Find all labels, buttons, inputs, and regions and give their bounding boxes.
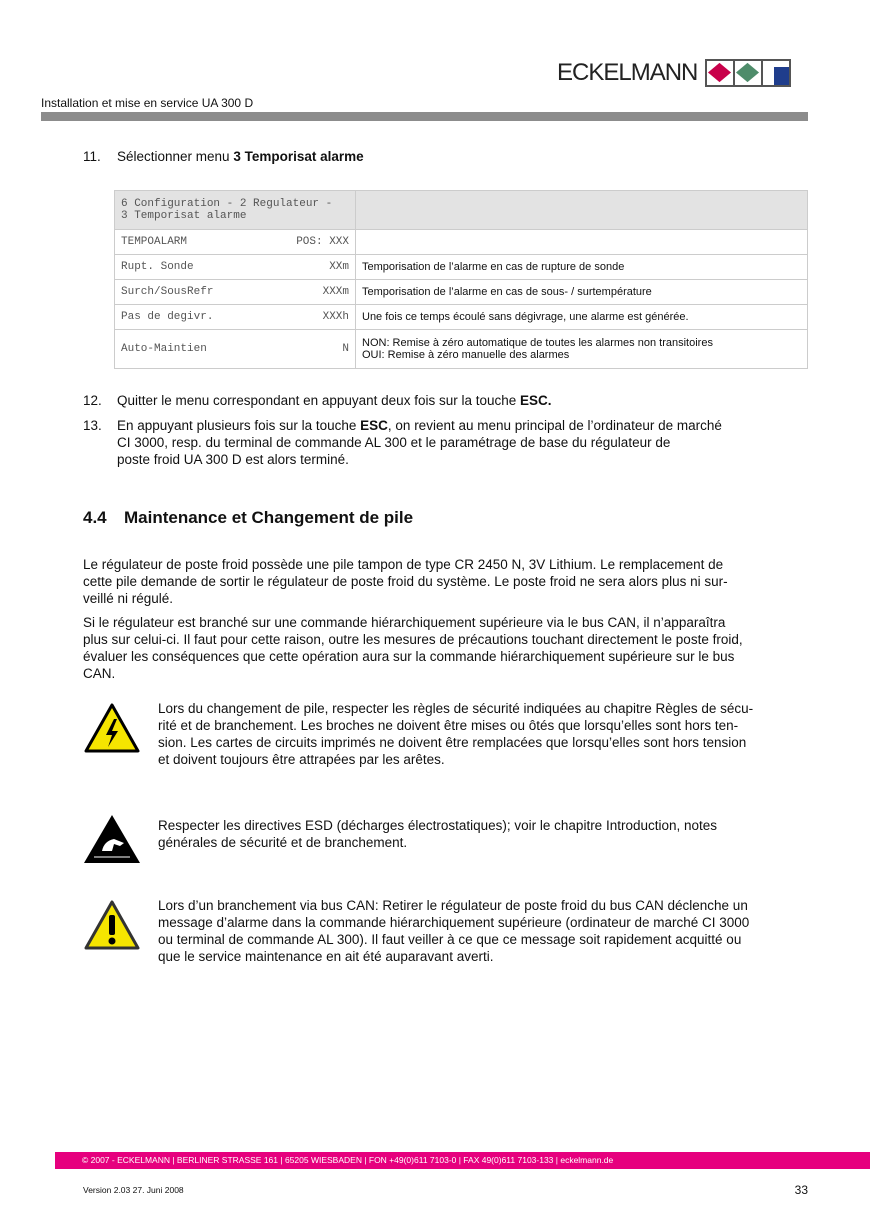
table-row: Surch/SousRefr XXXm Temporisation de l’alarme en cas de sous- / surtempérature: [115, 280, 808, 305]
paragraph: Si le régulateur est branché sur une commande hiérarchiquement supérieure via le bus CAN, il n’apparaîtra plus sur celui-ci. Il faut pour cette raison, outre les mesures de précautions touchant directement le poste froid, évaluer les conséquences que cette opération aura sur la commande hiérarchiquement supérieure sur le bus CAN.: [83, 615, 743, 681]
logo-text: ECKELMANN: [557, 59, 698, 86]
step-12: 12. Quitter le menu correspondant en appuyant deux fois sur la touche ESC.: [83, 393, 552, 408]
step-13: 13. En appuyant plusieurs fois sur la touche ESC, on revient au menu principal de l’ordinateur de marché CI 3000, resp. du terminal de commande AL 300 et le paramétrage de base du régulateur de poste froid UA 300 D est alors terminé.: [83, 418, 722, 467]
general-warning-icon: [84, 900, 140, 950]
step-11: 11. Sélectionner menu 3 Temporisat alarme: [83, 149, 364, 164]
table-row: Auto-Maintien N NON: Remise à zéro automatique de toutes les alarmes non transitoires OUI: Remise à zéro manuelle des alarmes: [115, 330, 808, 369]
header-divider: [41, 112, 808, 121]
config-table: [114, 190, 808, 369]
table-row: Rupt. Sonde XXm Temporisation de l’alarme en cas de rupture de sonde: [115, 255, 808, 280]
footer-address: © 2007 - ECKELMANN | BERLINER STRASSE 161 | 65205 WIESBADEN | FON +49(0)611 7103-0 | FAX 49(0)611 7103-133 | eckelmann.de: [55, 1152, 870, 1169]
page-number: 33: [794, 1183, 808, 1197]
table-row: TEMPOALARM POS: XXX: [115, 230, 808, 255]
table-row: Pas de degivr. XXXh Une fois ce temps écoulé sans dégivrage, une alarme est générée.: [115, 305, 808, 330]
eckelmann-logo: [557, 58, 791, 88]
esd-note: Respecter les directives ESD (décharges électrostatiques); voir le chapitre Introduction, notes générales de sécurité et de branchement.: [158, 818, 718, 850]
logo-mark: [705, 59, 791, 87]
document-title: Installation et mise en service UA 300 D: [41, 96, 254, 110]
safety-note: Lors du changement de pile, respecter les règles de sécurité indiquées au chapitre Règles de sécu- rité et de branchement. Les broches ne doivent être mises ou ôtés que lorsqu’elles sont hors ten- sion. Les cartes de circuits imprimés ne doivent être remplacées que lorsqu’elles sont hors tension et doivent toujours être attrapées par les arêtes.: [158, 701, 754, 767]
paragraph: Le régulateur de poste froid possède une pile tampon de type CR 2450 N, 3V Lithium. Le remplacement de cette pile demande de sortir le régulateur de poste froid du système. Le poste froid ne sera alors plus ni sur- veillé ni régulé.: [83, 557, 728, 606]
version-info: Version 2.03 27. Juni 2008: [83, 1185, 184, 1195]
high-voltage-warning-icon: [84, 703, 140, 753]
menu-path: 6 Configuration - 2 Regulateur - 3 Temporisat alarme: [115, 191, 356, 230]
esd-warning-icon: [84, 813, 140, 863]
section-heading: 4.4 Maintenance et Changement de pile: [83, 508, 414, 527]
can-bus-note: Lors d’un branchement via bus CAN: Retirer le régulateur de poste froid du bus CAN déclenche un message d’alarme dans la commande hiérarchiquement supérieure (ordinateur de marché CI 3000 ou terminal de commande AL 300). Il faut veiller à ce que ce message soit rapidement acquitté ou que le service maintenance en ait été auparavant averti.: [158, 898, 750, 964]
